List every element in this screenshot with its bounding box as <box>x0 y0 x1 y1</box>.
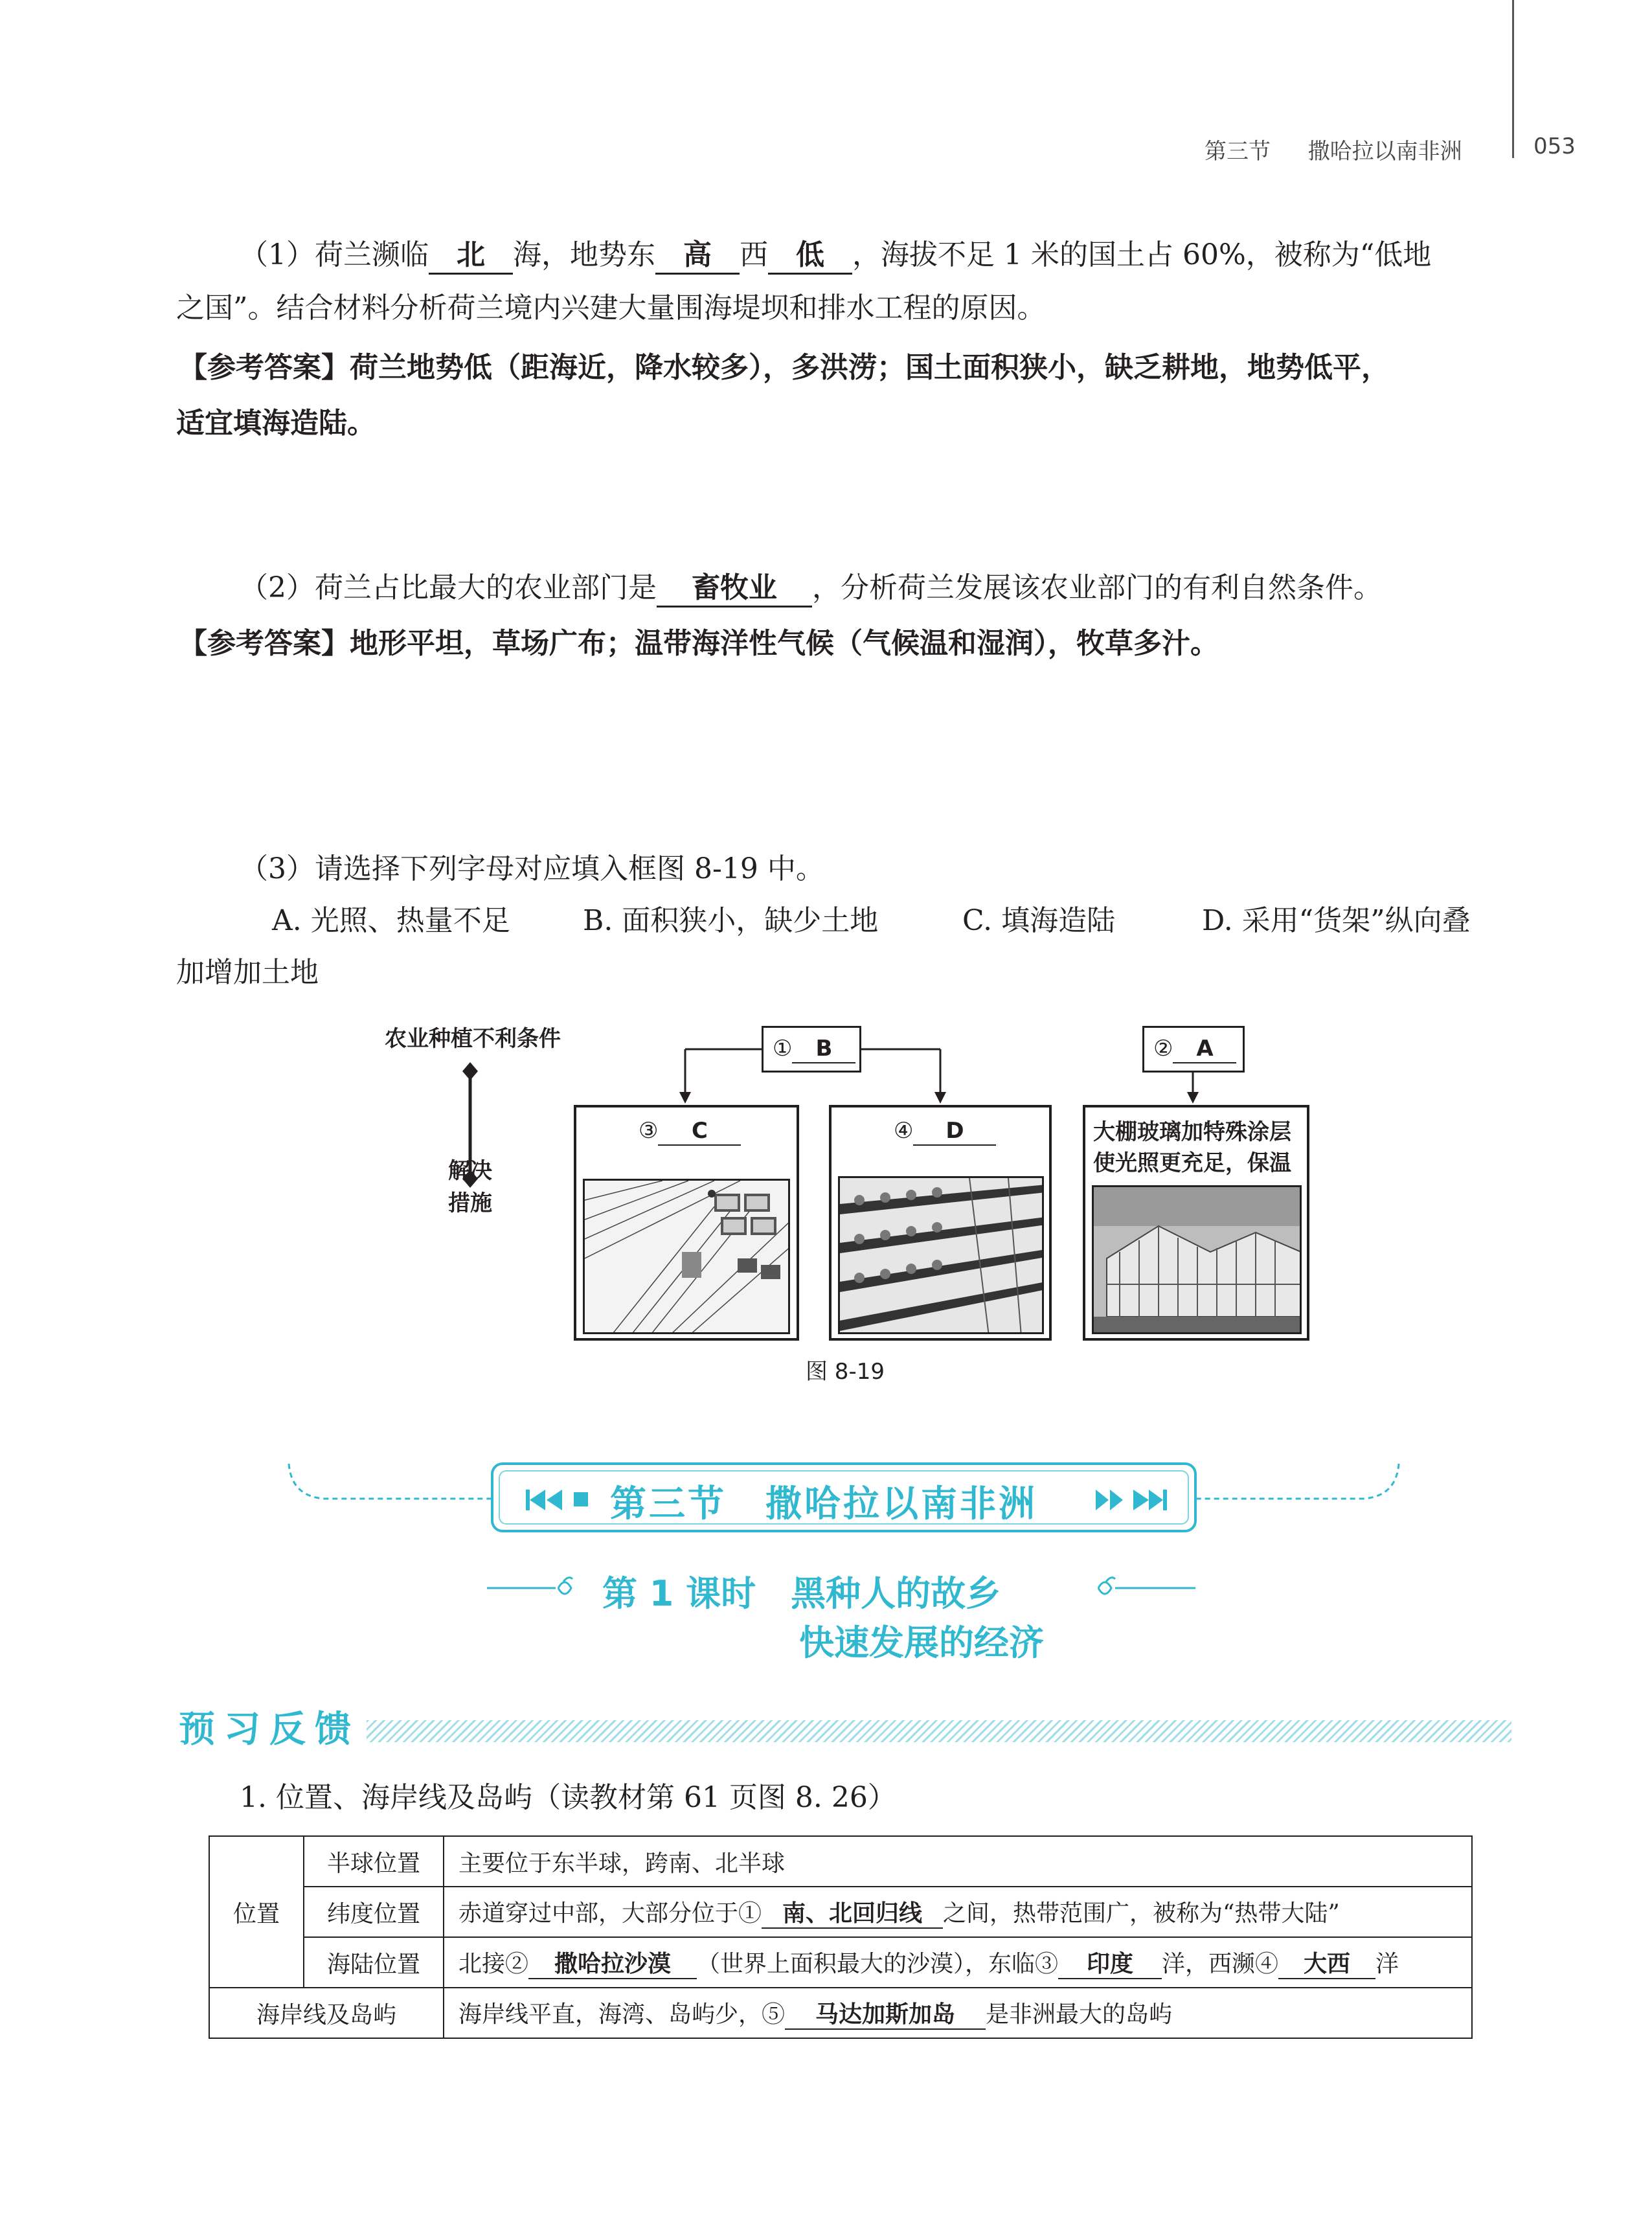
section-banner-title: 第三节 撒哈拉以南非洲 <box>610 1483 1037 1525</box>
preview-heading-stripe <box>367 1720 1511 1742</box>
q2-blank-1: 畜牧业 <box>657 571 812 608</box>
q1-answer-line1: 【参考答案】荷兰地势低（距海近，降水较多），多洪涝；国土面积狭小，缺乏耕地，地势低平， <box>179 351 1390 384</box>
q1-line1: （1）荷兰濒临 北 海，地势东 高 西 低 ，海拔不足 1 米的国土占 60%，被称为“低地 <box>240 225 1431 285</box>
section-banner <box>491 1462 1197 1532</box>
diagram-box-3: ③ C <box>574 1105 799 1341</box>
diagram-label-bottom-1: 解决 <box>448 1158 492 1184</box>
figure-caption: 图 8-19 <box>806 1359 885 1385</box>
banner-rewind-icon <box>526 1488 565 1512</box>
location-table <box>209 1835 1473 2039</box>
diagram-box-4: ④ D <box>829 1105 1052 1341</box>
header-title: 撒哈拉以南非洲 <box>1307 139 1462 165</box>
q3-option-d-cont: 加增加土地 <box>176 956 319 989</box>
q3-stem: （3）请选择下列字母对应填入框图 8-19 中。 <box>240 852 824 885</box>
q1-line2: 之国”。结合材料分析荷兰境内兴建大量围海堤坝和排水工程的原因。 <box>176 291 1046 324</box>
vertical-shelf-farming-illustration <box>838 1176 1044 1334</box>
table-row-text: 主要位于东半球，跨南、北半球 <box>444 1836 1472 1887</box>
q1-blank-2: 高 <box>655 238 740 275</box>
diagram-box-greenhouse <box>1083 1105 1309 1341</box>
q3-option-d: D. 采用“货架”纵向叠 <box>1202 904 1471 937</box>
greenhouse-photo <box>1092 1185 1302 1334</box>
banner-square-icon <box>574 1492 588 1506</box>
diagram-label-top: 农业种植不利条件 <box>385 1026 561 1052</box>
preview-heading: 预习反馈 <box>179 1709 360 1751</box>
land-reclamation-illustration <box>583 1179 790 1334</box>
table-coast-label: 海岸线及岛屿 <box>209 1988 444 2038</box>
table-row-text: 赤道穿过中部，大部分位于① 南、北回归线 之间，热带范围广，被称为“热带大陆” <box>444 1887 1472 1937</box>
table-row-label: 纬度位置 <box>304 1887 444 1937</box>
q2-answer: 【参考答案】地形平坦，草场广布；温带海洋性气候（气候温和湿润），牧草多汁。 <box>179 627 1219 660</box>
q3-option-c: C. 填海造陆 <box>962 904 1116 937</box>
diagram-box-1: ① B <box>762 1026 861 1073</box>
table-row-label: 半球位置 <box>304 1836 444 1887</box>
diagram-box-2: ② A <box>1142 1026 1245 1073</box>
banner-forward-icon <box>1096 1488 1167 1512</box>
greenhouse-text-1: 大棚玻璃加特殊涂层 <box>1093 1119 1291 1145</box>
q2-line1: （2）荷兰占比最大的农业部门是 畜牧业 ，分析荷兰发展该农业部门的有利自然条件。 <box>240 558 1382 618</box>
q1-blank-1: 北 <box>429 238 513 275</box>
preview-item-1: 1. 位置、海岸线及岛屿（读教材第 61 页图 8. 26） <box>240 1781 896 1814</box>
table-group-label: 位置 <box>209 1836 304 1988</box>
greenhouse-text-2: 使光照更充足，保温 <box>1093 1150 1291 1176</box>
table-coast-text: 海岸线平直，海湾、岛屿少，⑤ 马达加斯加岛 是非洲最大的岛屿 <box>444 1988 1472 2038</box>
q3-option-b: B. 面积狭小，缺少土地 <box>583 904 879 937</box>
diagram-label-bottom-2: 措施 <box>448 1190 492 1216</box>
q1-answer-line2: 适宜填海造陆。 <box>176 407 376 440</box>
lesson-title-line1: 第 1 课时 黑种人的故乡 <box>602 1573 1001 1614</box>
page-number: 053 <box>1533 133 1576 159</box>
table-row-label: 海陆位置 <box>304 1937 444 1988</box>
lesson-title-line2: 快速发展的经济 <box>799 1622 1044 1663</box>
header-section: 第三节 <box>1205 139 1271 165</box>
q1-blank-3: 低 <box>768 238 852 275</box>
q3-option-a: A. 光照、热量不足 <box>272 904 510 937</box>
table-row-text: 北接② 撒哈拉沙漠 （世界上面积最大的沙漠），东临③ 印度 洋，西濒④ 大西 洋 <box>444 1937 1472 1988</box>
